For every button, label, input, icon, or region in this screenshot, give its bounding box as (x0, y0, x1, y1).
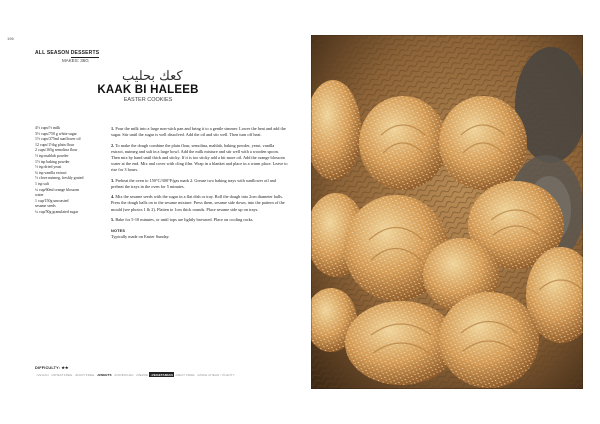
cookies-photo (311, 35, 583, 389)
method-step (111, 194, 288, 212)
arabic-title: كعك بحليب (122, 69, 183, 84)
ingredient-item: ¼ cup/60ml orange blossom (35, 187, 80, 192)
ingredient-item: 1½ cups/375ml sunflower oil (35, 137, 81, 142)
notes-title: NOTES (111, 229, 126, 234)
step-text: Bake for 5-10 minutes, or until tops are lightly browned. Place on cooling racks. (115, 217, 254, 223)
diet-tag: •VEGAN (36, 372, 49, 377)
diet-tag: •SWEETS (96, 372, 112, 377)
difficulty-rating (35, 365, 69, 370)
ingredient-item: sesame seeds (35, 204, 56, 209)
ingredient-item: 2 cups/165g semolina flour (35, 148, 78, 153)
method-step (111, 126, 288, 138)
ingredient-item: 1 cup/150g unroasted (35, 198, 69, 203)
diet-tag: •PARBOILED (114, 372, 134, 377)
step-text: To make the dough combine the plain flour, semolina, mahlab, baking powder, yeast, vanilla extract, nutmeg and salt in a large bowl. Add the milk mixture and stir well with a wooden spoon. Then mix by hand until thick and sticky. If it is too sticky add a bit more oil. Add the orange blossom water at the end. Mix and cover with cling film. Wrap in a blanket and place in a warm place. Leave to rise for 3 hours. (111, 142, 288, 173)
method-steps (111, 126, 288, 240)
ingredients-list (35, 126, 103, 216)
difficulty-stars: ★★ (61, 366, 69, 370)
cookie (439, 292, 539, 388)
cookie (439, 96, 527, 190)
diet-tag: •MAKE AHEAD / PLENTY (197, 372, 235, 377)
method-step (111, 217, 288, 223)
step-text: Preheat the oven to 150°C/300°F/gas mark 2. Grease two baking trays with sunflower oil and preheat the trays in the oven for 5 minutes. (111, 177, 276, 189)
diet-tag: •VEGETARIAN (150, 372, 173, 377)
step-number: 2. (111, 142, 115, 148)
page-number: 196 (7, 36, 14, 41)
notes-text: Typically made on Easter Sunday. (111, 234, 170, 240)
recipe-title: KAAK BI HALEEB (97, 84, 199, 96)
diet-tag: •MEZZE (136, 372, 149, 377)
category-label: DESSERTS (70, 50, 100, 56)
ingredient-item: 1 tsp salt (35, 181, 49, 186)
makes-label: MAKES: 36G (62, 58, 89, 63)
recipe-subtitle: EASTER COOKIES (123, 97, 173, 103)
diet-tag: •DAIRYFREE (74, 372, 95, 377)
diet-tag: •MEAT FREE (175, 372, 195, 377)
step-number: 4. (111, 194, 115, 200)
season-label: ALL SEASON (35, 50, 70, 56)
diet-tags (35, 372, 236, 377)
step-text: Mix the sesame seeds with the sugar in a flat dish or tray. Roll the dough into 2cm diameter balls. Press the dough balls on to the sesame mixture. Press them, sesame side down, into the pattern of the mould (see photos 1 & 2). Flatten to 1cm thick rounds. Place sesame side up on trays. (111, 194, 285, 212)
method-step (111, 143, 288, 173)
method-step (111, 178, 288, 190)
ingredient-item: 3½ cups/750 g white sugar (35, 131, 77, 136)
step-number: 3. (111, 177, 115, 183)
ingredient-item: ¼ cup/50g granulated sugar (35, 209, 79, 214)
ingredient-item: ½ tsp dried yeast (35, 165, 62, 170)
ingredient-item: 12 cups/1½kg plain flour (35, 142, 75, 147)
ingredient-item: ½ clove nutmeg, freshly grated (35, 176, 84, 181)
cookie (359, 96, 447, 190)
diet-tag: •WHEATFREE (51, 372, 73, 377)
step-text: Pour the milk into a large non-stick pan and bring it to a gentle simmer. Lower the heat and add the sugar. Stir until the sugar is well dissolved. Add the oil and stir well. Then turn off heat. (111, 126, 286, 138)
ingredient-item: ¾ tsp vanilla extract (35, 170, 67, 175)
step-number: 5. (111, 217, 115, 223)
difficulty-label: DIFFICULTY: (35, 366, 61, 370)
ingredient-item: 1½ tsp baking powder (35, 159, 70, 164)
ingredient-item: 4½ cups/½ milk (35, 126, 61, 130)
section-header (35, 50, 99, 56)
ingredient-item: water (35, 193, 44, 198)
ingredient-item: ½ tsp mahlab powder (35, 153, 69, 158)
step-number: 1. (111, 126, 115, 131)
